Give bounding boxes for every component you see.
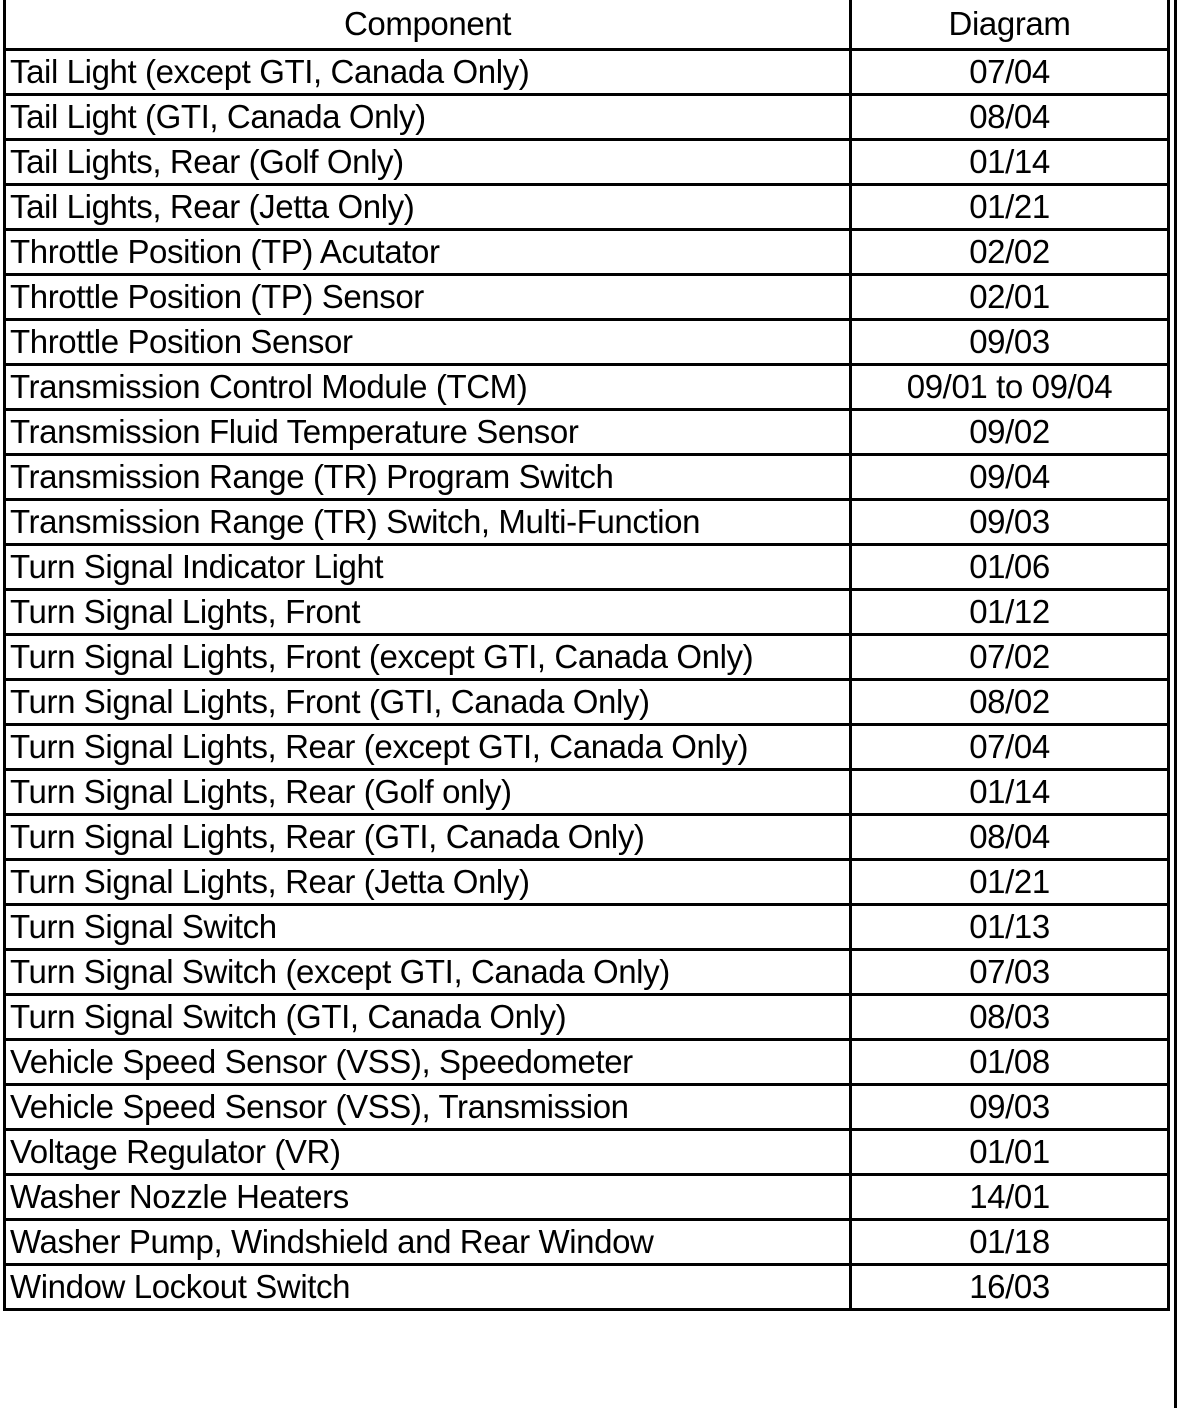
table-row: [5, 545, 1169, 590]
diagram-cell: 08/03: [851, 995, 1169, 1040]
column-header-diagram: Diagram: [851, 0, 1169, 50]
diagram-cell: 09/01 to 09/04: [851, 365, 1169, 410]
component-cell: Turn Signal Lights, Front (except GTI, Canada Only): [5, 635, 851, 680]
table-row: [5, 320, 1169, 365]
component-cell: Turn Signal Lights, Rear (except GTI, Canada Only): [5, 725, 851, 770]
table-row: [5, 590, 1169, 635]
table-row: [5, 230, 1169, 275]
diagram-cell: 01/08: [851, 1040, 1169, 1085]
diagram-cell: 14/01: [851, 1175, 1169, 1220]
diagram-cell: 01/21: [851, 185, 1169, 230]
table-row: [5, 50, 1169, 95]
component-cell: Window Lockout Switch: [5, 1265, 851, 1310]
component-cell: Throttle Position Sensor: [5, 320, 851, 365]
table-row: [5, 770, 1169, 815]
diagram-cell: 01/21: [851, 860, 1169, 905]
diagram-cell: 02/01: [851, 275, 1169, 320]
table-row: [5, 1130, 1169, 1175]
component-cell: Transmission Range (TR) Program Switch: [5, 455, 851, 500]
component-cell: Turn Signal Switch (except GTI, Canada Only): [5, 950, 851, 995]
component-index-table-wrapper: [3, 0, 1167, 1311]
component-cell: Throttle Position (TP) Acutator: [5, 230, 851, 275]
table-row: [5, 1085, 1169, 1130]
table-row: [5, 95, 1169, 140]
diagram-cell: 08/04: [851, 815, 1169, 860]
component-cell: Turn Signal Lights, Rear (GTI, Canada Only): [5, 815, 851, 860]
table-row: [5, 725, 1169, 770]
table-row: [5, 815, 1169, 860]
component-cell: Transmission Range (TR) Switch, Multi-Function: [5, 500, 851, 545]
component-cell: Throttle Position (TP) Sensor: [5, 275, 851, 320]
component-cell: Tail Lights, Rear (Jetta Only): [5, 185, 851, 230]
component-cell: Turn Signal Lights, Front: [5, 590, 851, 635]
component-cell: Tail Lights, Rear (Golf Only): [5, 140, 851, 185]
table-row: [5, 995, 1169, 1040]
diagram-cell: 07/04: [851, 725, 1169, 770]
diagram-cell: 16/03: [851, 1265, 1169, 1310]
diagram-cell: 09/03: [851, 1085, 1169, 1130]
diagram-cell: 01/12: [851, 590, 1169, 635]
table-row: [5, 950, 1169, 995]
table-row: [5, 455, 1169, 500]
diagram-cell: 09/02: [851, 410, 1169, 455]
diagram-cell: 01/01: [851, 1130, 1169, 1175]
table-row: [5, 905, 1169, 950]
component-cell: Washer Nozzle Heaters: [5, 1175, 851, 1220]
diagram-cell: 09/04: [851, 455, 1169, 500]
component-cell: Vehicle Speed Sensor (VSS), Transmission: [5, 1085, 851, 1130]
table-row: [5, 140, 1169, 185]
table-body: [5, 50, 1169, 1310]
component-cell: Voltage Regulator (VR): [5, 1130, 851, 1175]
column-header-component: Component: [5, 0, 851, 50]
diagram-cell: 01/06: [851, 545, 1169, 590]
diagram-cell: 01/14: [851, 770, 1169, 815]
header-row: [5, 0, 1169, 50]
table-row: [5, 1220, 1169, 1265]
diagram-cell: 07/02: [851, 635, 1169, 680]
right-border-line: [1174, 0, 1177, 1408]
component-cell: Tail Light (GTI, Canada Only): [5, 95, 851, 140]
component-cell: Washer Pump, Windshield and Rear Window: [5, 1220, 851, 1265]
component-cell: Turn Signal Switch: [5, 905, 851, 950]
component-cell: Turn Signal Lights, Rear (Jetta Only): [5, 860, 851, 905]
table-row: [5, 860, 1169, 905]
diagram-cell: 01/13: [851, 905, 1169, 950]
table-row: [5, 500, 1169, 545]
table-row: [5, 1175, 1169, 1220]
table-row: [5, 1265, 1169, 1310]
diagram-cell: 07/03: [851, 950, 1169, 995]
table-row: [5, 185, 1169, 230]
table-row: [5, 680, 1169, 725]
table-row: [5, 410, 1169, 455]
diagram-cell: 01/18: [851, 1220, 1169, 1265]
component-cell: Tail Light (except GTI, Canada Only): [5, 50, 851, 95]
diagram-cell: 08/04: [851, 95, 1169, 140]
table-row: [5, 635, 1169, 680]
table-row: [5, 365, 1169, 410]
diagram-cell: 08/02: [851, 680, 1169, 725]
table-row: [5, 275, 1169, 320]
table-row: [5, 1040, 1169, 1085]
component-cell: Transmission Control Module (TCM): [5, 365, 851, 410]
diagram-cell: 09/03: [851, 320, 1169, 365]
component-cell: Turn Signal Indicator Light: [5, 545, 851, 590]
diagram-cell: 09/03: [851, 500, 1169, 545]
component-cell: Turn Signal Switch (GTI, Canada Only): [5, 995, 851, 1040]
diagram-cell: 02/02: [851, 230, 1169, 275]
component-cell: Turn Signal Lights, Front (GTI, Canada Only): [5, 680, 851, 725]
component-cell: Vehicle Speed Sensor (VSS), Speedometer: [5, 1040, 851, 1085]
component-cell: Transmission Fluid Temperature Sensor: [5, 410, 851, 455]
diagram-cell: 01/14: [851, 140, 1169, 185]
component-index-table: [3, 0, 1170, 1311]
table-header: [5, 0, 1169, 50]
diagram-cell: 07/04: [851, 50, 1169, 95]
component-cell: Turn Signal Lights, Rear (Golf only): [5, 770, 851, 815]
